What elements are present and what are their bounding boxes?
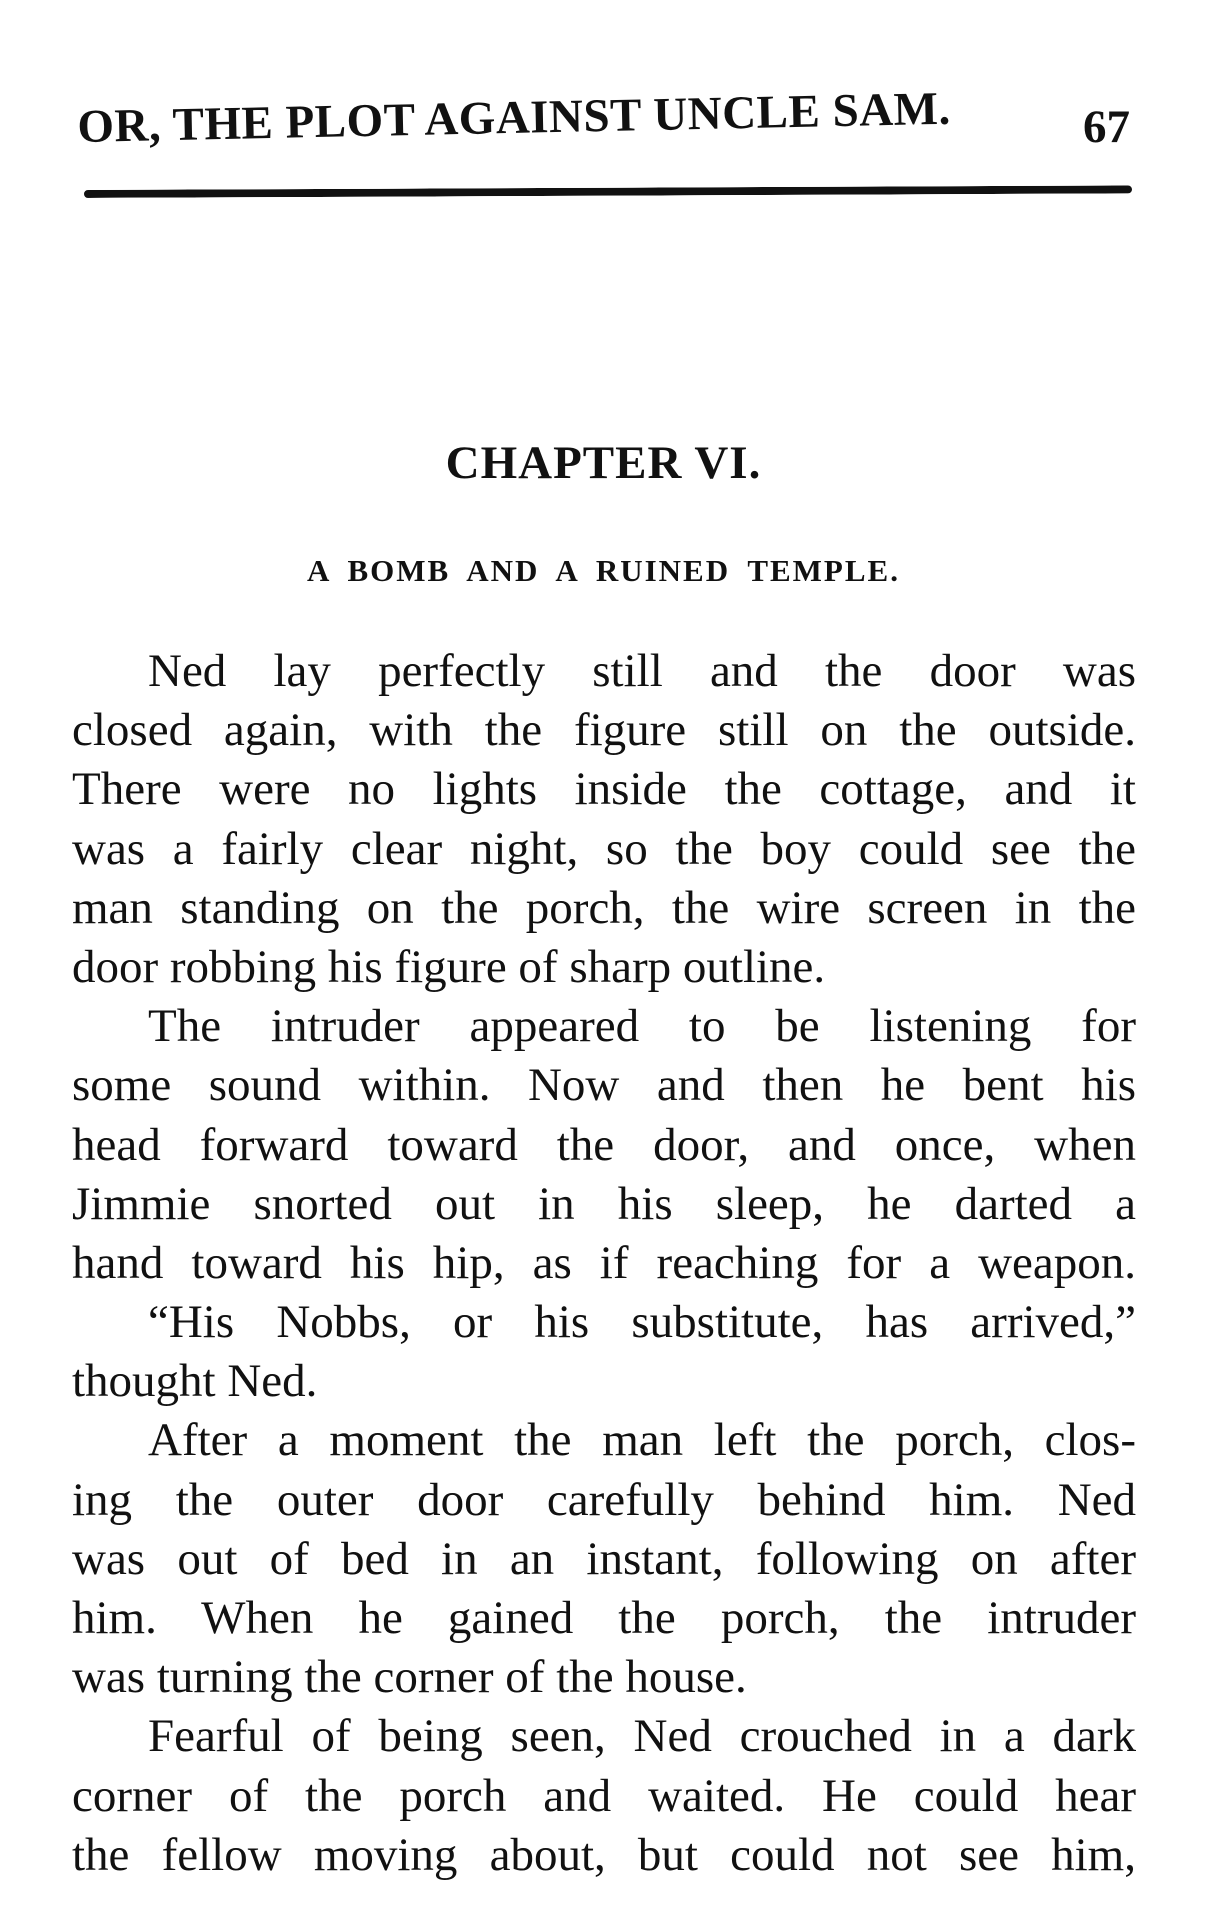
text-line: Fearful of being seen, Ned crouched in a dark: [148, 1710, 1136, 1763]
header-rule: [84, 185, 1132, 198]
paragraph-1: [72, 642, 1136, 997]
text-line: thought Ned.: [72, 1355, 318, 1408]
text-line: head forward toward the door, and once, when: [72, 1118, 1136, 1171]
paragraph-2: [72, 997, 1136, 1293]
text-line: The intruder appeared to be listening for: [148, 1000, 1136, 1053]
text-line: After a moment the man left the porch, clos-: [148, 1414, 1136, 1467]
chapter-subtitle: A BOMB AND A RUINED TEMPLE.: [307, 553, 900, 588]
chapter-title: CHAPTER VI.: [445, 437, 762, 489]
running-head: [76, 82, 1130, 160]
text-line: “His Nobbs, or his substitute, has arrived,”: [148, 1296, 1136, 1349]
paragraph-5: [72, 1707, 1136, 1885]
text-line: man standing on the porch, the wire screen in the: [72, 881, 1136, 934]
text-line: was turning the corner of the house.: [72, 1651, 747, 1704]
body-text: [72, 642, 1136, 1885]
paragraph-4: [72, 1411, 1136, 1707]
text-line: was a fairly clear night, so the boy could see the: [72, 822, 1136, 875]
text-line: ing the outer door carefully behind him. Ned: [72, 1473, 1136, 1526]
text-line: was out of bed in an instant, following on after: [72, 1532, 1136, 1585]
text-line: the fellow moving about, but could not see him,: [72, 1828, 1136, 1881]
text-line: There were no lights inside the cottage, and it: [72, 763, 1136, 816]
text-line: closed again, with the figure still on the outside.: [72, 704, 1136, 757]
running-title: OR, THE PLOT AGAINST UNCLE SAM.: [76, 82, 952, 154]
text-line: Ned lay perfectly still and the door was: [148, 645, 1136, 697]
text-line: door robbing his figure of sharp outline.: [72, 940, 826, 993]
text-line: hand toward his hip, as if reaching for a weapon.: [72, 1236, 1136, 1289]
paragraph-3: [72, 1293, 1136, 1411]
text-line: Jimmie snorted out in his sleep, he darted a: [72, 1177, 1136, 1230]
page-number: 67: [1083, 101, 1130, 153]
text-line: him. When he gained the porch, the intruder: [72, 1592, 1136, 1644]
text-line: corner of the porch and waited. He could hear: [72, 1769, 1136, 1822]
text-line: some sound within. Now and then he bent his: [72, 1059, 1136, 1112]
